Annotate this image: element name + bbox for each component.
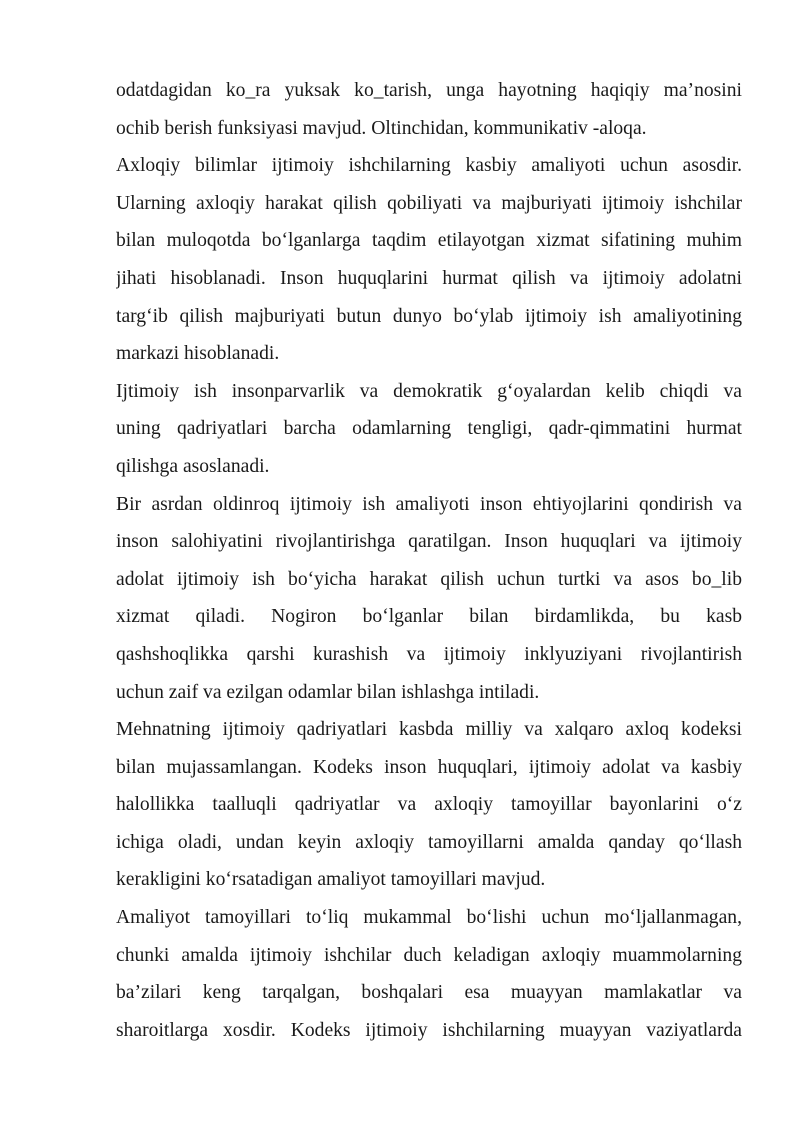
text-line: Bir asrdan oldinroq ijtimoiy ish amaliyoti inson ehtiyojlarini qondirish va: [116, 493, 742, 515]
body-text: [116, 72, 742, 1049]
text-line: markazi hisoblanadi.: [116, 343, 280, 365]
text-line: uning qadriyatlari barcha odamlarning tengligi, qadr-qimmatini hurmat: [116, 418, 742, 440]
text-line: qashshoqlikka qarshi kurashish va ijtimoiy inklyuziyani rivojlantirish: [116, 643, 742, 665]
text-line: Axloqiy bilimlar ijtimoiy ishchilarning kasbiy amaliyoti uchun asosdir.: [116, 155, 742, 177]
text-line: jihati hisoblanadi. Inson huquqlarini hurmat qilish va ijtimoiy adolatni: [116, 267, 742, 289]
text-line: sharoitlarga xosdir. Kodeks ijtimoiy ishchilarning muayyan vaziyatlarda: [116, 1019, 742, 1041]
text-line: inson salohiyatini rivojlantirishga qaratilgan. Inson huquqlari va ijtimoiy: [116, 531, 742, 553]
text-line: bilan mujassamlangan. Kodeks inson huquqlari, ijtimoiy adolat va kasbiy: [116, 756, 742, 778]
text-line: bilan muloqotda bo‘lganlarga taqdim etilayotgan xizmat sifatining muhim: [116, 230, 742, 252]
text-line: xizmat qiladi. Nogiron bo‘lganlar bilan birdamlikda, bu kasb: [116, 606, 742, 628]
text-line: Amaliyot tamoyillari to‘liq mukammal bo‘lishi uchun mo‘ljallanmagan,: [116, 907, 742, 929]
text-line: targ‘ib qilish majburiyati butun dunyo bo‘ylab ijtimoiy ish amaliyotining: [116, 305, 742, 327]
text-line: qilishga asoslanadi.: [116, 455, 270, 477]
text-line: Ularning axloqiy harakat qilish qobiliyati va majburiyati ijtimoiy ishchilar: [116, 192, 742, 214]
text-line: chunki amalda ijtimoiy ishchilar duch keladigan axloqiy muammolarning: [116, 944, 742, 966]
text-line: Ijtimoiy ish insonparvarlik va demokratik g‘oyalardan kelib chiqdi va: [116, 380, 742, 402]
text-line: Mehnatning ijtimoiy qadriyatlari kasbda milliy va xalqaro axloq kodeksi: [116, 719, 742, 741]
text-line: kerakligini ko‘rsatadigan amaliyot tamoyillari mavjud.: [116, 869, 546, 891]
text-line: ichiga oladi, undan keyin axloqiy tamoyillarni amalda qanday qo‘llash: [116, 831, 742, 853]
text-line: odatdagidan ko_ra yuksak ko_tarish, unga hayotning haqiqiy ma’nosini: [116, 80, 742, 101]
text-line: uchun zaif va ezilgan odamlar bilan ishlashga intiladi.: [116, 681, 540, 703]
text-line: halollikka taalluqli qadriyatlar va axloqiy tamoyillar bayonlarini o‘z: [116, 794, 742, 816]
text-line: ba’zilari keng tarqalgan, boshqalari esa muayyan mamlakatlar va: [116, 982, 742, 1004]
text-line: ochib berish funksiyasi mavjud. Oltinchidan, kommunikativ -aloqa.: [116, 117, 647, 139]
text-line: adolat ijtimoiy ish bo‘yicha harakat qilish uchun turtki va asos bo_lib: [116, 568, 742, 590]
